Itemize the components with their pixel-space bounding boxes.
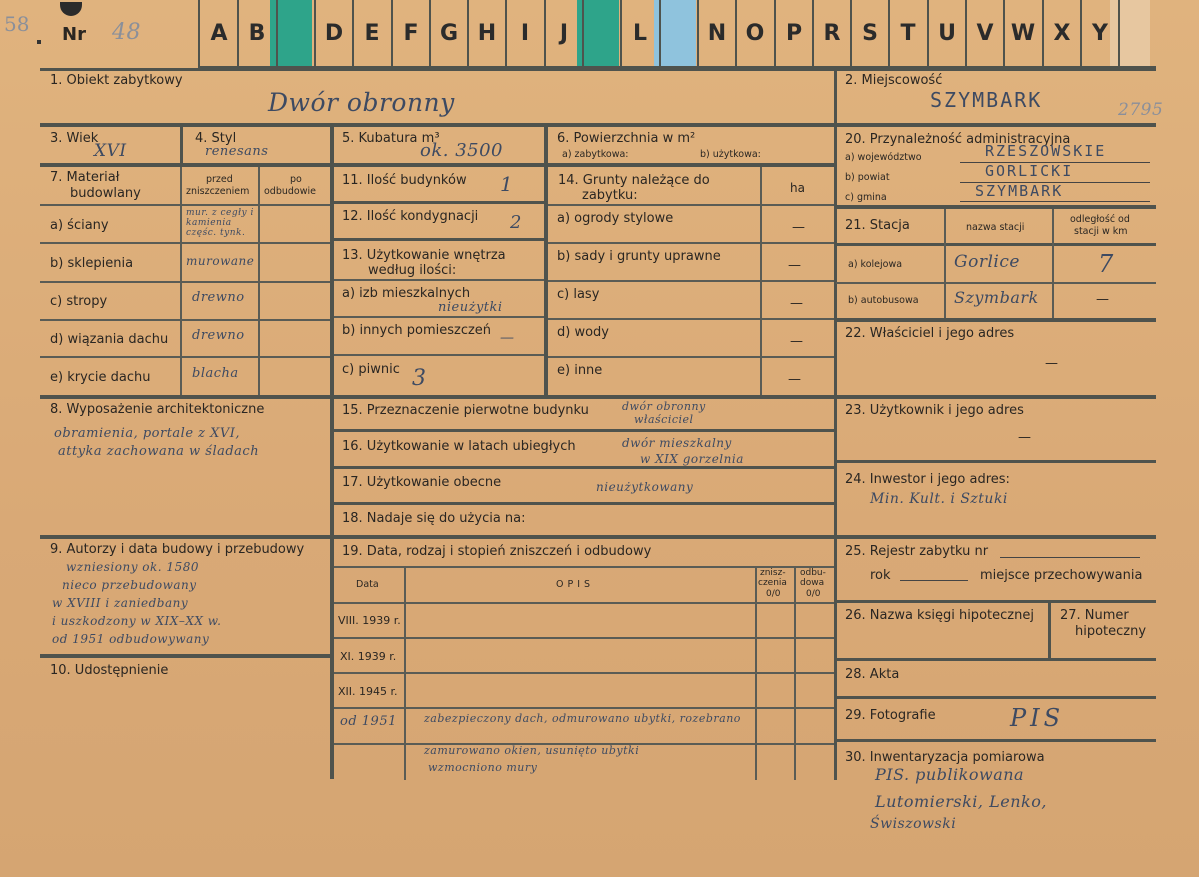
f21-a-label: a) kolejowa (848, 259, 903, 270)
f9-line-5: od 1951 odbudowywany (52, 632, 210, 646)
letter-cell (277, 0, 315, 66)
letter-cell (736, 0, 774, 66)
letter-label: W (1010, 20, 1036, 46)
f19-row-3-date: XII. 1945 r. (338, 685, 398, 698)
f13-b-label: b) innych pomieszczeń (342, 323, 492, 338)
f4-value: renesans (205, 144, 269, 159)
letter-label: P (785, 20, 803, 46)
letter-label: V (976, 20, 994, 46)
f9-line-4: i uszkodzony w XIX–XX w. (52, 614, 222, 628)
f19-hand-line-3: wzmocniono mury (428, 761, 538, 774)
f7-row-b-value: murowane (186, 254, 255, 268)
f15-value-2: właściciel (634, 413, 694, 426)
f30-line-3: Świszowski (870, 816, 957, 832)
letter-label: L (632, 20, 648, 46)
f8-label: 8. Wyposażenie architektoniczne (50, 402, 265, 417)
letter-label: J (559, 20, 569, 46)
f14-row-a-value: — (792, 220, 805, 235)
f20-b-value: GORLICKI (985, 162, 1074, 180)
f14-row-e-value: — (788, 372, 801, 387)
f19-row-2-date: XI. 1939 r. (340, 650, 397, 663)
f7-row-a-value: mur. z cegły i kamienia częśc. tynk. (186, 208, 254, 238)
letter-cell (392, 0, 430, 66)
f16-value-2: w XIX gorzelnia (640, 452, 744, 466)
f2-value: SZYMBARK (930, 88, 1043, 112)
f21-col-dist-2: stacji w km (1074, 226, 1128, 237)
f21-b-dist: — (1096, 292, 1109, 307)
f7-row-e-value: blacha (192, 366, 239, 381)
f9-line-2: nieco przebudowany (62, 578, 197, 592)
f14-row-d-label: d) wody (557, 325, 609, 340)
f22-label: 22. Właściciel i jego adres (845, 326, 1015, 341)
letter-cell (353, 0, 391, 66)
f14-row-a-label: a) ogrody stylowe (557, 211, 674, 226)
f13-c-label: c) piwnic (342, 362, 400, 377)
corner-number: 58 (4, 12, 30, 36)
letter-label: H (477, 20, 497, 46)
f20-c-label: c) gmina (845, 192, 887, 203)
f19-col-destr-1: znisz- (760, 568, 786, 578)
f15-value-1: dwór obronny (622, 400, 706, 413)
f14-unit: ha (790, 181, 805, 195)
f22-value: — (1045, 356, 1058, 371)
hole-punch-mark (60, 2, 82, 16)
letter-label: E (364, 20, 380, 46)
f9-line-1: wzniesiony ok. 1580 (66, 560, 199, 574)
f9-line-3: w XVIII i zaniedbany (52, 596, 189, 610)
f20-a-value: RZESZOWSKIE (985, 142, 1107, 160)
letter-cell (775, 0, 813, 66)
f2-label: 2. Miejscowość (845, 73, 943, 88)
header-mark (37, 40, 41, 44)
letter-cell (928, 0, 966, 66)
f13-a-label: a) izb mieszkalnych (342, 286, 471, 301)
f7-row-a-label: a) ściany (50, 218, 109, 233)
letter-label: G (439, 20, 459, 46)
f11-value: 1 (500, 172, 514, 196)
f21-a-dist: 7 (1098, 250, 1114, 278)
f20-b-label: b) powiat (845, 172, 890, 183)
f13-label-2: według ilości: (368, 263, 457, 278)
f17-value: nieużytkowany (596, 480, 694, 494)
letter-label: U (938, 20, 956, 46)
f27-label-2: hipoteczny (1075, 624, 1147, 639)
f21-a-name: Gorlice (954, 252, 1020, 272)
f6-sub-b: b) użytkowa: (700, 149, 761, 160)
f14-row-b-label: b) sady i grunty uprawne (557, 249, 721, 264)
f2-number: 2795 (1118, 100, 1164, 120)
f19-col-date: Data (356, 579, 379, 590)
letter-cell (1004, 0, 1042, 66)
letter-cell (813, 0, 851, 66)
f12-label: 12. Ilość kondygnacji (342, 209, 479, 224)
letter-divider (1118, 0, 1120, 66)
letter-cell (583, 0, 621, 66)
f11-label: 11. Ilość budynków (342, 173, 467, 188)
f14-row-c-label: c) lasy (557, 287, 600, 302)
f20-label: 20. Przynależność administracyjna (845, 132, 1071, 147)
f21-col-dist-1: odległość od (1070, 214, 1130, 225)
f20-a-label: a) województwo (845, 152, 922, 163)
f16-label: 16. Użytkowanie w latach ubiegłych (342, 439, 576, 454)
f8-line-1: obramienia, portale z XVI, (54, 426, 241, 441)
letter-label: F (403, 20, 419, 46)
f19-col-desc: OPIS (556, 579, 595, 590)
letter-label: T (900, 20, 916, 46)
f14-row-c-value: — (790, 296, 803, 311)
f7-row-c-label: c) stropy (50, 294, 108, 309)
letter-cell (200, 0, 238, 66)
letter-cell (430, 0, 468, 66)
letter-label: X (1053, 20, 1071, 46)
f29-value: PIS (1010, 704, 1065, 732)
f7-row-b-label: b) sklepienia (50, 256, 134, 271)
f14-label-1: 14. Grunty należące do (558, 173, 710, 188)
letter-cell (506, 0, 544, 66)
f13-c-value: 3 (412, 366, 427, 391)
f7-col-after-1: po (290, 174, 302, 185)
f7-col-before-1: przed (206, 174, 233, 185)
f24-label: 24. Inwestor i jego adres: (845, 472, 1010, 487)
letter-label: Y (1092, 20, 1108, 46)
f13-b-value: — (500, 330, 515, 346)
f23-label: 23. Użytkownik i jego adres (845, 403, 1024, 418)
letter-label: S (862, 20, 878, 46)
f1-value: Dwór obronny (268, 88, 455, 117)
f19-hand-date: od 1951 (340, 714, 397, 729)
letter-label: O (745, 20, 765, 46)
f16-value-1: dwór mieszkalny (622, 436, 732, 450)
f27-label-1: 27. Numer (1060, 608, 1129, 623)
f1-label: 1. Obiekt zabytkowy (50, 73, 183, 88)
letter-cell (660, 0, 698, 66)
f19-hand-line-1: zabezpieczony dach, odmurowano ubytki, rozebrano (424, 712, 741, 725)
f19-row-1-date: VIII. 1939 r. (338, 614, 401, 627)
f26-label: 26. Nazwa księgi hipotecznej (845, 608, 1034, 623)
nr-label: Nr (62, 24, 86, 45)
f4-label: 4. Styl (195, 131, 237, 146)
f19-label: 19. Data, rodzaj i stopień zniszczeń i odbudowy (342, 544, 652, 559)
f19-col-rebuild-3: 0/0 (806, 589, 821, 599)
letter-cell (545, 0, 583, 66)
letter-label: B (248, 20, 266, 46)
f14-label-2: zabytku: (582, 188, 638, 203)
f7-row-e-label: e) krycie dachu (50, 370, 151, 385)
letter-cell (621, 0, 659, 66)
f9-label: 9. Autorzy i data budowy i przebudowy (50, 542, 305, 557)
f20-c-value: SZYMBARK (975, 182, 1064, 200)
f25-label: 25. Rejestr zabytku nr (845, 544, 989, 559)
f30-line-1: PIS. publikowana (875, 765, 1025, 784)
f12-value: 2 (510, 212, 522, 233)
f3-value: XVI (94, 141, 127, 161)
f14-row-e-label: e) inne (557, 363, 603, 378)
letter-cell (966, 0, 1004, 66)
f29-label: 29. Fotografie (845, 708, 936, 723)
letter-label: N (707, 20, 727, 46)
f17-label: 17. Użytkowanie obecne (342, 475, 502, 490)
f23-value: — (1018, 430, 1031, 445)
f6-label: 6. Powierzchnia w m² (557, 131, 696, 146)
letter-cell (1043, 0, 1081, 66)
f21-b-label: b) autobusowa (848, 295, 919, 306)
letter-cell (889, 0, 927, 66)
f19-hand-line-2: zamurowano okien, usunięto ubytki (424, 744, 640, 757)
f13-a-value: nieużytki (438, 300, 503, 315)
f14-row-d-value: — (790, 334, 803, 349)
letter-cell (851, 0, 889, 66)
f15-label: 15. Przeznaczenie pierwotne budynku (342, 403, 589, 418)
f24-value: Min. Kult. i Sztuki (870, 491, 1008, 507)
letter-cell (698, 0, 736, 66)
f13-label-1: 13. Użytkowanie wnętrza (342, 248, 506, 263)
f19-col-rebuild-1: odbu- (800, 568, 826, 578)
f7-col-after-2: odbudowie (264, 186, 316, 197)
f21-label: 21. Stacja (845, 218, 910, 233)
f30-line-2: Lutomierski, Lenko, (875, 792, 1047, 811)
f7-row-d-value: drewno (192, 328, 245, 343)
f25-miejsce: miejsce przechowywania (980, 568, 1143, 583)
letter-label: D (324, 20, 344, 46)
f5-label: 5. Kubatura m³ (342, 131, 440, 146)
f21-b-name: Szymbark (954, 288, 1039, 307)
f21-col-name: nazwa stacji (966, 222, 1025, 233)
f7-row-d-label: d) wiązania dachu (50, 332, 169, 347)
f18-label: 18. Nadaje się do użycia na: (342, 511, 526, 526)
f5-value: ok. 3500 (420, 140, 503, 161)
f8-line-2: attyka zachowana w śladach (58, 444, 260, 459)
f19-col-destr-2: czenia (758, 578, 787, 588)
letter-cell (1081, 0, 1119, 66)
f10-label: 10. Udostępnienie (50, 663, 169, 678)
f30-label: 30. Inwentaryzacja pomiarowa (845, 750, 1045, 765)
f7-label-1: 7. Materiał (50, 170, 120, 185)
f7-row-c-value: drewno (192, 290, 245, 305)
letter-cell (315, 0, 353, 66)
f3-label: 3. Wiek (50, 131, 99, 146)
letter-label: I (520, 20, 530, 46)
f28-label: 28. Akta (845, 667, 900, 682)
letter-label: A (210, 20, 228, 46)
f7-label-2: budowlany (70, 186, 141, 201)
nr-value: 48 (112, 20, 141, 45)
f7-col-before-2: zniszczeniem (186, 186, 250, 197)
letter-cell (468, 0, 506, 66)
f6-sub-a: a) zabytkowa: (562, 149, 629, 160)
f19-col-destr-3: 0/0 (766, 589, 781, 599)
f25-rok: rok (870, 568, 891, 583)
f14-row-b-value: — (788, 258, 801, 273)
f19-col-rebuild-2: dowa (800, 578, 825, 588)
letter-label: R (823, 20, 841, 46)
letter-cell (238, 0, 276, 66)
